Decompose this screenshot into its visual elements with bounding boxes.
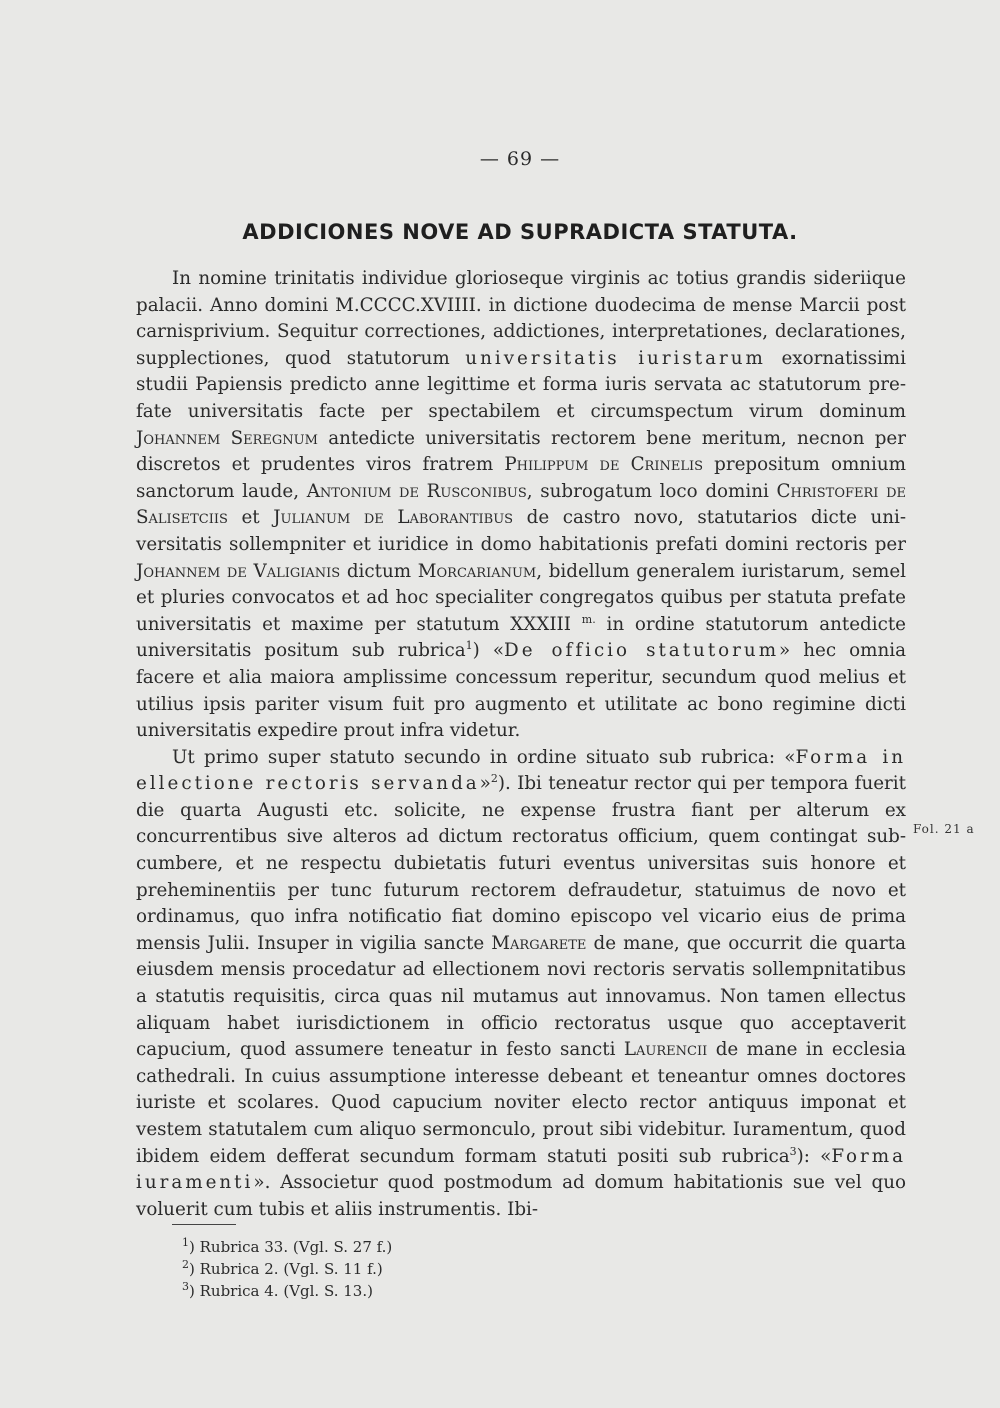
person-name: Morcarianum, <box>417 560 543 582</box>
person-name: Christoferi de Salisetciis <box>136 480 907 529</box>
spaced-text: universitatis iuristarum <box>465 347 766 369</box>
person-name: Margarete <box>491 932 587 954</box>
text-segment: » hec omnia facere et alia maiora amplissime concessum reperitur, secundum quod melius et utilius ipsis pariter visum fuit pro augmento et utilitate ac bono regimine dicti universitatis expedire prout infra videtur. <box>136 640 906 742</box>
text-segment: ). Ibi teneatur rector qui per tempora fuerit die quarta Augusti etc. solicite, ne expense frustra fiant per alterum ex concurrentibus sive alteros ad dictum rectoratus officium, quem contingat subcumbere, et ne respectu dubietatis futuri eventus universitas suis honore et preheminentiis per tunc futurum rectorem defraudetur, statuimus de novo et ordinamus, quo infra notificatio fiat domino episcopo vel vicario eius de prima mensis Julii. Insuper in vigilia sancte <box>136 773 906 954</box>
section-heading: ADDICIONES NOVE AD SUPRADICTA STATUTA. <box>242 220 798 244</box>
spaced-text: Forma in ellectione rectoris servanda <box>136 746 906 795</box>
footnote: $^2$) Rubrica 2. (Vgl. S. 11 f.) <box>182 1258 383 1278</box>
text-segment: de mane in ecclesia cathedrali. In cuius assumptione interesse debeant et teneantur omnes doctores iuriste et scolares. Quod capucium noviter electo rector antiquus imponat et vestem statutalem cum aliquo sermonculo, prout sibi videbitur. Iuramentum, quod ibidem eidem defferat secundum formam statuti positi sub rubrica <box>136 1039 907 1167</box>
person-name: Philippum de Crinelis <box>504 454 704 476</box>
text-segment: de mane, que occurrit die quarta eiusdem mensis procedatur ad ellectionem novi rectoris servatis sollempnitatibus a statutis requisitis, circa quas nil mutamus aut innovamus. Non tamen ellectus aliquam habet iurisdictionem in officio rectoratus usque quo acceptaverit capucium, quod assumere teneatur in festo sancti <box>136 932 907 1061</box>
margin-note: Fol. 21 a <box>913 822 975 836</box>
text-segment: In nomine trinitatis individue glorioseque virginis ac totius grandis sideriique palacii. Anno domini M.CCCC.XVIIII. in dictione duodecima de mense Marcii post carnisprivium. Sequitur correctiones, addictiones, interpretationes, declarationes, supplectiones, quod statutorum <box>136 268 906 369</box>
spaced-text: Forma iuramenti <box>136 1145 906 1194</box>
footnote-text: Rubrica 33. (Vgl. S. 27 f.) <box>199 1238 393 1256</box>
page-number: — 69 — <box>479 148 561 170</box>
footnote-ref[interactable]: 3 <box>789 1144 797 1158</box>
text-segment: in ordine statutorum antedicte universitatis positum sub rubrica <box>136 613 907 662</box>
footnote-text: Rubrica 4. (Vgl. S. 13.) <box>199 1282 373 1300</box>
text-segment: exornatissimi studii Papiensis predicto anne legittime et forma iuris servata ac statutorum prefate universitatis facte per spectabilem et circumspectum virum dominum <box>136 347 906 422</box>
text-segment: prepositum omnium sanctorum laude, <box>136 454 907 502</box>
person-name: Laurencii <box>623 1039 708 1061</box>
paragraph-2 <box>136 745 906 1224</box>
text-segment: antedicte universitatis rectorem bene meritum, necnon per discretos et prudentes viros fratrem <box>136 427 906 476</box>
person-name: Antonium de Rusconibus, <box>306 480 533 502</box>
text-segment: dictum <box>346 560 412 582</box>
spaced-text: De officio statutorum <box>504 640 780 662</box>
footnote: $^3$) Rubrica 4. (Vgl. S. 13.) <box>182 1280 373 1300</box>
text-segment: ». Associetur quod postmodum ad domum habitationis sue vel quo voluerit cum tubis et aliis instrumentis. Ibi- <box>136 1172 906 1220</box>
text-segment: » <box>479 773 491 795</box>
footnote-divider <box>172 1224 236 1225</box>
person-name: Julianum de Laborantibus <box>273 507 514 529</box>
footnote-ref[interactable]: 1 <box>465 639 473 653</box>
footnote-number: 3 <box>182 1280 189 1293</box>
text-segment: Ut primo super statuto secundo in ordine situato sub rubrica: « <box>172 746 796 768</box>
footnote-number: 1 <box>182 1236 189 1249</box>
paragraph-1 <box>136 266 906 745</box>
person-name: Johannem Seregnum <box>136 427 318 449</box>
text-segment: ): « <box>796 1145 832 1167</box>
text-segment: subrogatum loco domini <box>540 480 769 502</box>
person-name: Johannem de Valigianis <box>136 560 341 582</box>
text-segment: et <box>241 507 260 529</box>
body-text <box>136 266 906 1223</box>
footnotes <box>182 1236 392 1302</box>
text-segment: ) « <box>472 640 505 662</box>
footnote-ref[interactable]: 2 <box>490 772 498 786</box>
superscript: m. <box>581 612 596 626</box>
footnote-text: Rubrica 2. (Vgl. S. 11 f.) <box>199 1260 383 1278</box>
footnote: $^1$) Rubrica 33. (Vgl. S. 27 f.) <box>182 1236 393 1256</box>
text-segment: bidellum generalem iuristarum, semel et pluries convocatos et ad hoc specialiter congregatos quibus per statuta prefate universitatis et maxime per statutum XXXIII <box>136 560 907 635</box>
text-segment: de castro novo, statutarios dicte universitatis sollempniter et iuridice in domo habitationis prefati domini rectoris per <box>136 507 907 555</box>
footnote-number: 2 <box>182 1258 189 1271</box>
